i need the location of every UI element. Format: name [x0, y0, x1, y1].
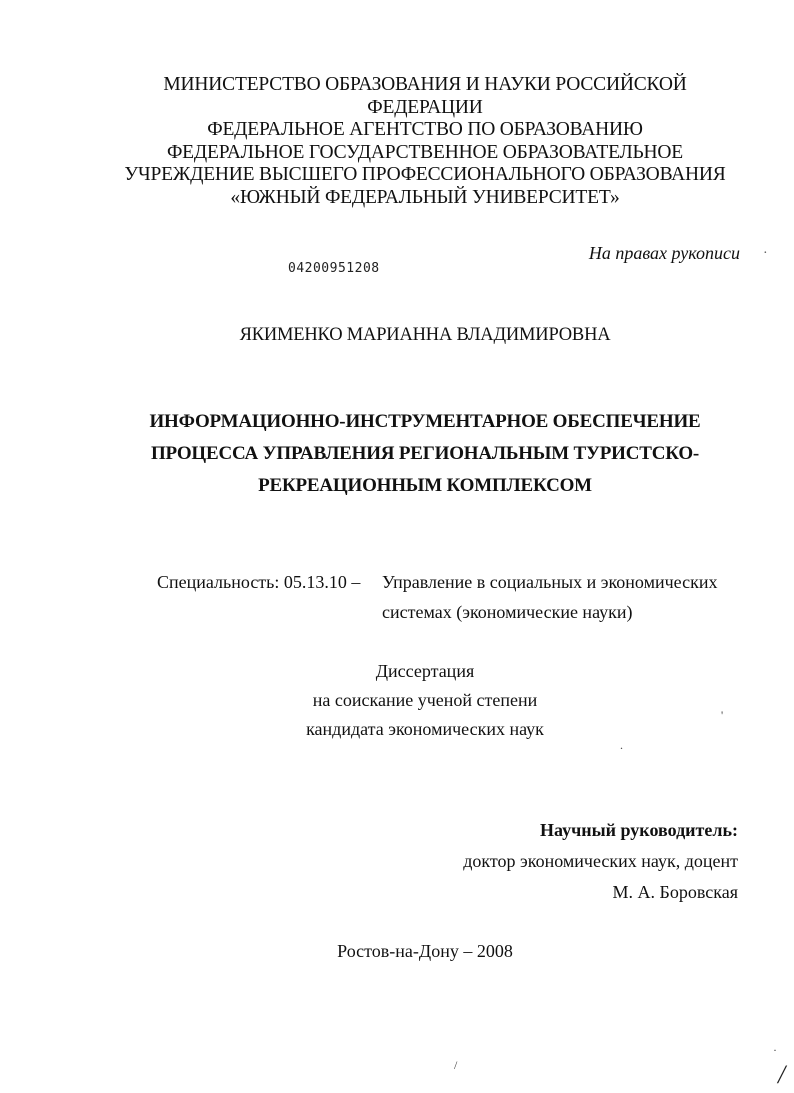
dissertation-title — [0, 406, 794, 502]
degree-line-2: на соискание ученой степени — [312, 690, 538, 710]
scan-mark: / — [778, 1060, 786, 1089]
scan-mark: ' — [721, 708, 724, 722]
header-line-5: УЧРЕЖДЕНИЕ ВЫСШЕГО ПРОФЕССИОНАЛЬНОГО ОБРАЗОВАНИЯ — [124, 164, 726, 185]
degree-line-3: кандидата экономических наук — [306, 719, 544, 739]
specialty-value-line-1: Управление в социальных и экономических — [382, 572, 718, 592]
scan-mark: · — [763, 246, 768, 261]
library-code: 04200951208 — [288, 261, 380, 276]
header-line-4: ФЕДЕРАЛЬНОЕ ГОСУДАРСТВЕННОЕ ОБРАЗОВАТЕЛЬНОЕ — [166, 141, 684, 163]
title-line-2: ПРОЦЕССА УПРАВЛЕНИЯ РЕГИОНАЛЬНЫМ ТУРИСТСКО- — [150, 443, 700, 464]
supervisor-name: М. А. Боровская — [612, 882, 738, 902]
manuscript-note: На правах рукописи — [588, 243, 740, 263]
supervisor-block — [463, 815, 738, 908]
degree-line-1: Диссертация — [375, 661, 475, 681]
specialty-label: Специальность: 05.13.10 – — [157, 572, 361, 592]
title-line-3: РЕКРЕАЦИОННЫМ КОМПЛЕКСОМ — [258, 475, 592, 496]
scan-mark: . — [620, 738, 623, 752]
supervisor-heading: Научный руководитель: — [540, 820, 738, 840]
header-line-6: «ЮЖНЫЙ ФЕДЕРАЛЬНЫЙ УНИВЕРСИТЕТ» — [230, 186, 620, 208]
supervisor-degree: доктор экономических наук, доцент — [463, 851, 738, 871]
title-line-1: ИНФОРМАЦИОННО-ИНСТРУМЕНТАРНОЕ ОБЕСПЕЧЕНИЕ — [149, 411, 701, 432]
scan-mark: / — [454, 1058, 458, 1072]
specialty-value — [382, 567, 717, 627]
scan-mark: · — [773, 1043, 777, 1057]
header-line-2: ФЕДЕРАЦИИ — [367, 96, 483, 118]
header-line-1: МИНИСТЕРСТВО ОБРАЗОВАНИЯ И НАУКИ РОССИЙСКОЙ — [163, 74, 687, 95]
specialty-value-line-2: системах (экономические науки) — [382, 602, 633, 622]
dissertation-degree-block — [0, 657, 794, 744]
city-year: Ростов-на-Дону – 2008 — [337, 941, 513, 961]
author-name: ЯКИМЕНКО МАРИАННА ВЛАДИМИРОВНА — [239, 325, 611, 345]
institution-header — [0, 74, 794, 209]
header-line-3: ФЕДЕРАЛЬНОЕ АГЕНТСТВО ПО ОБРАЗОВАНИЮ — [207, 119, 643, 140]
